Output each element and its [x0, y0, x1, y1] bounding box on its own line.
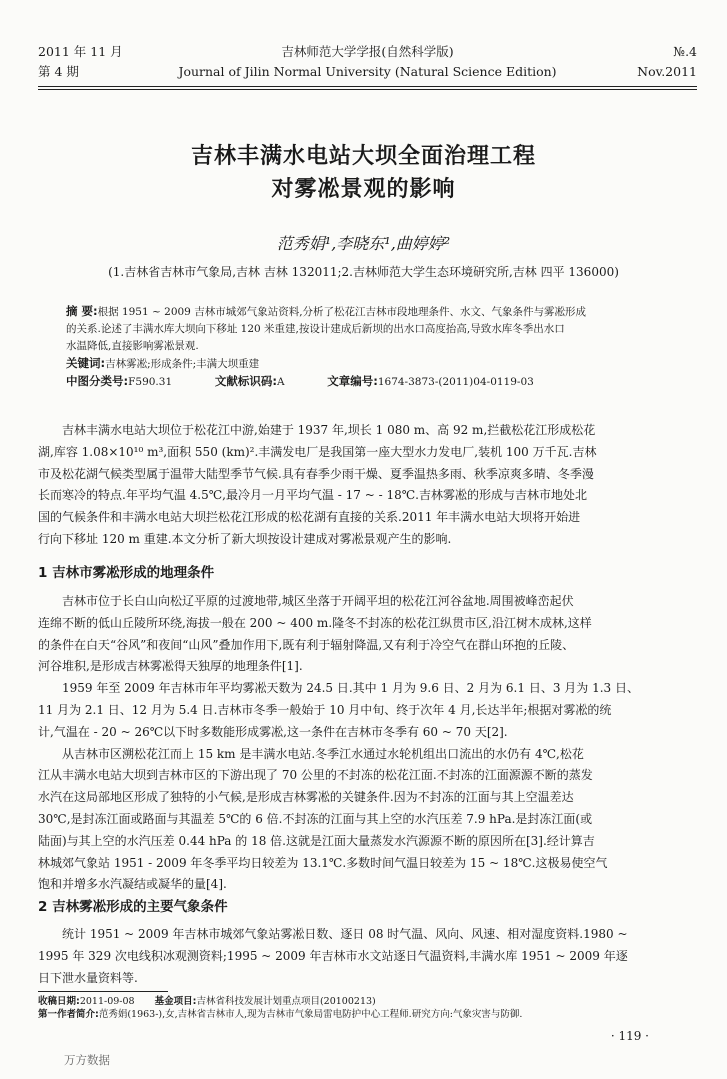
authors: 范秀娟¹,李晓东¹,曲婷婷²: [276, 234, 451, 253]
page-number: · 119 ·: [610, 1029, 649, 1043]
fund: 吉林省科技发展计划重点项目(20100213): [196, 996, 376, 1007]
classification-row: 中图分类号:F590.31 文献标识码:A 文章编号:1674-3873-(2011)04-0119-03: [66, 374, 534, 388]
section-1-body: 吉林市位于长白山向松辽平原的过渡地带,城区坐落于开阔平坦的松花江河谷盆地.周围被峰峦起伏 连绵不断的低山丘陵所环绕,海拔一般在 200 ~ 400 m.隆冬不封冻的松花江纵贯市区,沿江树木成林,这样 的条件在白天“谷风”和夜间“山风”叠加作用下,既有利于辐射降温,又有利于冷空气在群山环抱的丘陵、 河谷堆积,是形成吉林雾凇得天独厚的地理条件[1]. 1959 年至 2009 年吉林市年平均雾凇天数为 24.5 日.其中 1 月为 9.6 日、2 月为 6.1 日、3 月为 1.3 日、 11 月为 2.1 日、12 月为 5.4 日.吉林市冬季一般始于 10 月中旬、终于次年 4 月,长达半年;根据对雾凇的统 计,气温在 - 20 ~ 26℃以下时多数能形成雾凇,这一条件在吉林市冬季有 60 ~ 70 天[2]. 从吉林市区溯松花江而上 15 km 是丰满水电站.冬季江水通过水轮机组出口流出的水仍有 4℃,松花 江从丰满水电站大坝到吉林市区的下游出现了 70 公里的不封冻的松花江面.不封冻的江面源源不断的蒸发 水汽在这局部地区形成了独特的小气候,是形成吉林雾凇的关键条件.因为不封冻的江面与其上空温差达 30℃,是封冻江面或路面与其温差 5℃的 6 倍.不封冻的江面与其上空的水汽压差 7.9 hPa.是封冻江面(或 陆面)与其上空的水汽压差 0.44 hPa 的 18 倍.这就是江面大量蒸发水汽源源不断的原因所在[3].经计算吉 林城郊气象站 1951 - 2009 年冬季平均日较差为 13.1℃.多数时间气温日较差为 15 ~ 18℃.这极易使空气 饱和并增多水汽凝结或凝华的量[4].: [38, 594, 639, 892]
clc-number: F590.31: [128, 376, 173, 388]
title-line-1: 吉林丰满水电站大坝全面治理工程: [190, 144, 536, 169]
section-2-body: 统计 1951 ~ 2009 年吉林市城郊气象站雾凇日数、逐日 08 时气温、风向、风速、相对湿度资料.1980 ~ 1995 年 329 次电线积冰观测资料;1995 ~ 2009 年吉林市水文站逐日气温资料,丰满水库 1951 ~ 2009 年逐 日下泄水量资料等.: [38, 927, 628, 985]
header-rule: [38, 86, 697, 87]
received-date: 2011-09-08: [79, 996, 135, 1007]
abstract-label: 摘 要:: [66, 304, 98, 318]
watermark: 万方数据: [64, 1053, 110, 1067]
footnote-rule: [38, 991, 168, 992]
article-number: 1674-3873-(2011)04-0119-03: [377, 376, 534, 388]
header-date: 2011 年 11 月: [38, 44, 123, 59]
section-1-heading: 1 吉林市雾凇形成的地理条件: [38, 565, 215, 581]
abstract-line: 水温降低,直接影响雾凇景观.: [66, 340, 199, 352]
intro-paragraph: 吉林丰满水电站大坝位于松花江中游,始建于 1937 年,坝长 1 080 m、高 92 m,拦截松花江形成松花 湖,库容 1.08×10¹⁰ m³,面积 550 (km)².丰满发电厂是我国第一座大型水力发电厂,装机 100 万千瓦.吉林 市及松花湖气候类型属于温带大陆型季节气候.具有春季少雨干燥、夏季温热多雨、秋季凉爽多晴、冬季漫 长而寒冷的特点.年平均气温 4.5℃,最冷月一月平均气温 - 17 ~ - 18℃.吉林雾凇的形成与吉林市地处北 国的气候条件和丰满水电站大坝拦松花江形成的松花湖有直接的关系.2011 年丰满水电站大坝将开始进 行向下移址 120 m 重建.本文分析了新大坝按设计建成对雾凇景观产生的影响.: [38, 423, 597, 546]
header-issue: 第 4 期: [38, 64, 79, 79]
abstract-line: 的关系.论述了丰满水库大坝向下移址 120 米重建,按设计建成后新坝的出水口高度抬高,导致水库冬季出水口: [66, 323, 565, 335]
header-journal-cn: 吉林师范大学学报(自然科学版): [281, 44, 454, 59]
footnote: 收稿日期:2011-09-08 基金项目:吉林省科技发展计划重点项目(20100213) 第一作者简介:范秀娟(1963-),女,吉林省吉林市人,现为吉林市气象局雷电防护中心工程师.研究方向:气象灾害与防御.: [38, 996, 523, 1020]
header-month: Nov.2011: [637, 64, 697, 79]
section-2-heading: 2 吉林雾凇形成的主要气象条件: [38, 899, 228, 915]
author-bio: 范秀娟(1963-),女,吉林省吉林市人,现为吉林市气象局雷电防护中心工程师.研究方向:气象灾害与防御.: [98, 1009, 523, 1020]
abstract-line: 根据 1951 ~ 2009 吉林市城郊气象站资料,分析了松花江吉林市段地理条件、水文、气象条件与雾凇形成: [97, 306, 587, 318]
header-rule-thin: [38, 89, 697, 90]
paper-title: [0, 140, 727, 206]
keywords-label: 关键词:: [66, 356, 106, 370]
keywords: 吉林雾凇;形成条件;丰满大坝重建: [105, 358, 260, 370]
header-issue-no: №.4: [673, 44, 697, 59]
title-line-2: 对雾凇景观的影响: [271, 177, 456, 202]
running-header: [38, 42, 697, 86]
header-journal-en: Journal of Jilin Normal University (Natural Science Edition): [178, 64, 557, 79]
doc-code: A: [276, 376, 285, 388]
affiliations: (1.吉林省吉林市气象局,吉林 吉林 132011;2.吉林师范大学生态环境研究所,吉林 四平 136000): [108, 265, 619, 279]
abstract: [66, 303, 657, 391]
